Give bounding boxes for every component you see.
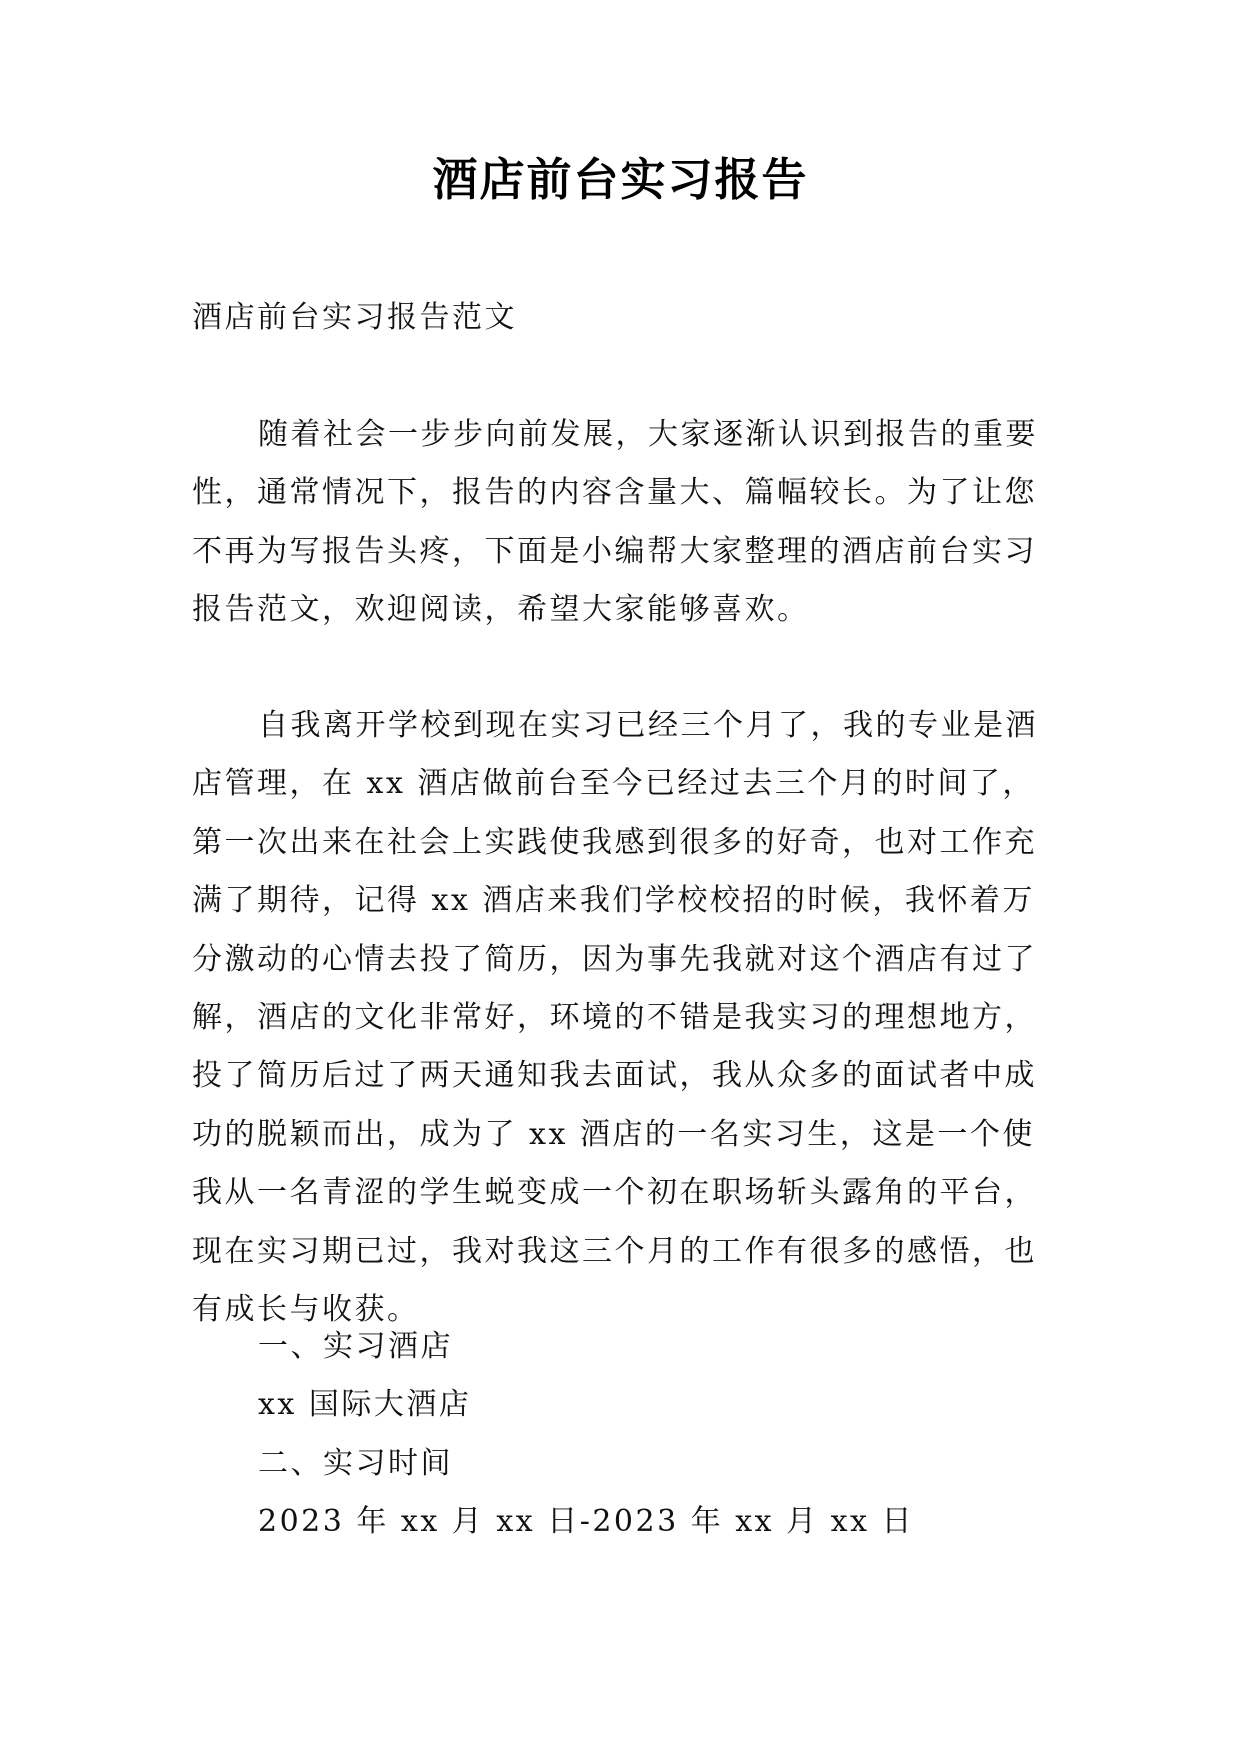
page-title: 酒店前台实习报告	[432, 153, 809, 206]
section-heading-internship-period: 二、实习时间	[258, 1445, 453, 1481]
internship-date-range: 2023 年 xx 月 xx 日-2023 年 xx 月 xx 日	[258, 1504, 915, 1540]
document-subtitle: 酒店前台实习报告范文	[192, 300, 517, 335]
outline-list	[192, 1318, 1124, 1552]
section-heading-internship-hotel: 一、实习酒店	[258, 1329, 453, 1364]
intro-paragraph: 随着社会一步步向前发展，大家逐渐认识到报告的重要性，通常情况下，报告的内容含量大、篇幅较长。为了让您不再为写报告头疼，下面是小编帮大家整理的酒店前台实习报告范文，欢迎阅读，希望大家能够喜欢。	[192, 417, 1038, 628]
body-paragraph: 自我离开学校到现在实习已经三个月了，我的专业是酒店管理，在 xx 酒店做前台至今已经过去三个月的时间了，第一次出来在社会上实践使我感到很多的好奇，也对工作充满了期待，记得 xx 酒店来我们学校校招的时候，我怀着万分激动的心情去投了简历，因为事先我就对这个酒店有过了解，酒店的文化非常好，环境的不错是我实习的理想地方，投了简历后过了两天通知我去面试，我从众多的面试者中成功的脱颖而出，成为了 xx 酒店的一名实习生，这是一个使我从一名青涩的学生蜕变成一个初在职场斩头露角的平台，现在实习期已过，我对我这三个月的工作有很多的感悟，也有成长与收获。	[192, 708, 1038, 1328]
hotel-name: xx 国际大酒店	[258, 1387, 472, 1423]
